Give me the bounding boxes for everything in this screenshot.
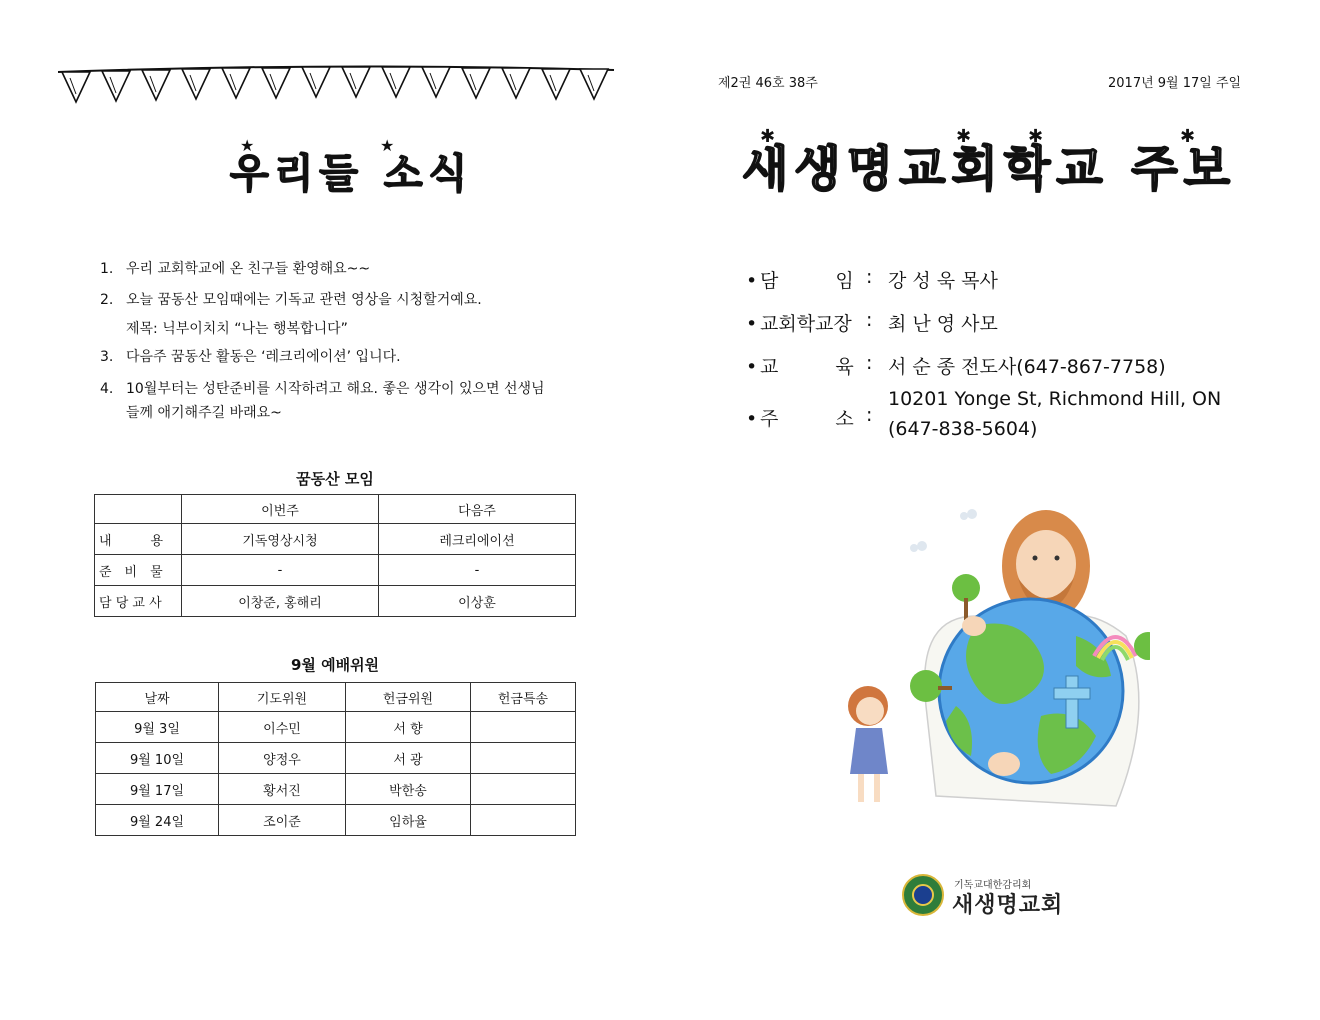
list-item: 4. 10월부터는 성탄준비를 시작하려고 해요. 좋은 생각이 있으면 선생님들께 애기해주길 바래요~	[100, 381, 545, 421]
list-item: 3. 다음주 꿈동산 활동은 ‘레크리에이션’ 입니다.	[100, 349, 401, 365]
table-row: 9월 10일 양정우 서 광	[96, 743, 576, 774]
bunting-decoration	[58, 62, 618, 106]
list-item: 제목: 닉부이치치 “나는 행복합니다”	[126, 321, 348, 337]
bulletin-date: 2017년 9월 17일 주일	[1108, 76, 1242, 91]
news-list	[100, 254, 580, 425]
table-row: 준 비 물 - -	[95, 555, 576, 586]
table-row: 이번주 다음주	[95, 495, 576, 524]
worship-committee-title: 9월 예배위원	[290, 656, 380, 674]
church-emblem-icon	[902, 874, 944, 916]
star-icon: ★	[380, 136, 401, 155]
table-row: 9월 3일 이수민 서 향	[96, 712, 576, 743]
bulletin-title: ✱ ✱ ✱ ✱ 새생명교회학교 주보	[742, 126, 1237, 197]
star-icon: ✱	[956, 126, 978, 147]
info-address: • 주 소 : 10201 Yonge St, Richmond Hill, ON (647-838-5604)	[746, 388, 1222, 440]
info-pastor: • 담 임 : 강 성 욱 목사	[746, 266, 998, 292]
list-item: 2. 오늘 꿈동산 모임때에는 기독교 관련 영상을 시청할거예요.	[100, 292, 482, 308]
dream-meeting-title: 꿈동산 모임	[296, 470, 374, 488]
list-item: 1. 우리 교회학교에 온 친구들 환영해요~~	[100, 261, 371, 277]
news-title: ★ ★ 우리들 소식	[230, 136, 474, 197]
issue-number: 제2권 46호 38주	[718, 76, 818, 91]
star-icon: ✱	[760, 126, 782, 147]
table-row: 내 용 기독영상시청 레크리에이션	[95, 524, 576, 555]
info-education: • 교 육 : 서 순 종 전도사(647-867-7758)	[746, 352, 1166, 378]
dream-meeting-table	[94, 494, 576, 617]
jesus-earth-illustration	[826, 506, 1150, 812]
info-school-head: • 교회학교장 : 최 난 영 사모	[746, 309, 998, 335]
table-row: 9월 17일 황서진 박한송	[96, 774, 576, 805]
worship-committee-table	[95, 682, 576, 836]
table-row: 날짜 기도위원 헌금위원 헌금특송	[96, 683, 576, 712]
church-logo: 기독교대한감리회 새생명교회	[902, 872, 1078, 920]
table-row: 담 당 교 사 이창준, 홍해리 이상훈	[95, 586, 576, 617]
star-icon: ✱	[1028, 126, 1050, 147]
table-row: 9월 24일 조이준 임하율	[96, 805, 576, 836]
star-icon: ★	[240, 136, 261, 155]
star-icon: ✱	[1180, 126, 1202, 147]
